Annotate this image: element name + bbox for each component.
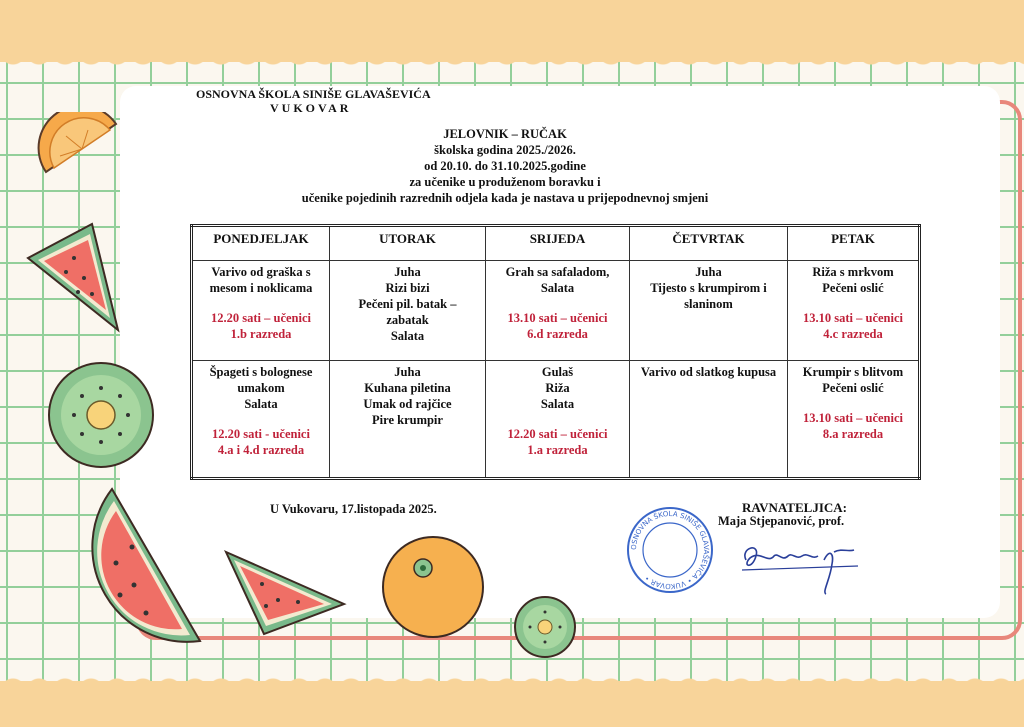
meal-line: Rizi bizi	[385, 281, 430, 295]
meal-line: Riža	[545, 381, 570, 396]
small-kiwi-icon	[512, 594, 578, 660]
meal-line: Juha	[394, 365, 421, 380]
serving-note: 12.20 sati – učenici	[507, 427, 608, 442]
heading-school-year: školska godina 2025./2026.	[434, 143, 576, 157]
bottom-scalloped-band	[0, 681, 1024, 727]
menu-cell	[788, 361, 920, 479]
meal-line: Kuhana piletina	[364, 381, 451, 396]
meal-line: Špageti s bolognese umakom	[209, 365, 313, 396]
watermelon-slice-icon	[54, 485, 204, 655]
svg-text:OSNOVNA ŠKOLA SINIŠE GLAVAŠEVI	[630, 510, 711, 590]
day-header: UTORAK	[330, 226, 486, 261]
stamp-text: OSNOVNA ŠKOLA SINIŠE GLAVAŠEVIĆA • VUKOVAR •	[629, 509, 711, 591]
serving-note: 4.a i 4.d razreda	[217, 443, 305, 458]
table-row	[192, 361, 920, 479]
meal-line: Umak od rajčice	[363, 397, 452, 412]
meal-line: Juha	[695, 265, 722, 279]
menu-cell	[330, 261, 486, 361]
serving-note: 12.20 sati – učenici	[211, 311, 311, 325]
menu-cell	[192, 261, 330, 361]
orange-slice-icon	[36, 112, 126, 192]
day-header: PONEDJELJAK	[192, 226, 330, 261]
meal-line: Grah sa safaladom,	[505, 265, 610, 279]
serving-note: 13.10 sati – učenici	[803, 311, 903, 325]
serving-note: 1.a razreda	[527, 443, 588, 458]
serving-note: 4.c razreda	[823, 327, 883, 341]
menu-heading	[290, 126, 720, 206]
meal-line: Tijesto s krumpirom i slaninom	[650, 281, 767, 311]
meal-line: Pire krumpir	[372, 413, 443, 428]
director-title: RAVNATELJICA:	[742, 500, 847, 515]
serving-note: 8.a razreda	[822, 427, 884, 442]
menu-cell	[192, 361, 330, 479]
heading-date-range: od 20.10. do 31.10.2025.godine	[424, 159, 586, 173]
director-name: Maja Stjepanović, prof.	[718, 514, 845, 528]
meal-line: Pečeni pil. batak –	[358, 297, 457, 311]
kiwi-slice-icon	[46, 360, 156, 470]
date-line: U Vukovaru, 17.listopada 2025.	[270, 502, 437, 516]
school-stamp-icon	[625, 505, 715, 595]
heading-title: JELOVNIK – RUČAK	[443, 127, 567, 141]
orange-icon	[378, 530, 488, 640]
signature-icon	[738, 530, 860, 600]
menu-cell	[630, 361, 788, 479]
heading-audience-1: za učenike u produženom boravku i	[409, 175, 601, 189]
school-city: VUKOVAR	[270, 101, 352, 115]
menu-cell	[630, 261, 788, 361]
table-header-row	[192, 226, 920, 261]
top-scalloped-band	[0, 0, 1024, 62]
meal-line: Varivo od slatkog kupusa	[640, 365, 777, 380]
meal-line: Salata	[390, 329, 425, 343]
serving-note: 12.20 sati - učenici	[212, 427, 310, 442]
meal-line: Salata	[540, 281, 575, 295]
menu-body	[192, 261, 920, 479]
meal-line: Krumpir s blitvom	[802, 365, 904, 380]
meal-line: Pečeni oslić	[822, 381, 884, 396]
meal-line: Varivo od graška s mesom i noklicama	[209, 265, 313, 295]
meal-line: Salata	[244, 397, 278, 412]
meal-line: Riža s mrkvom	[812, 265, 894, 279]
watermelon-triangle-icon	[222, 548, 348, 638]
menu-cell	[486, 261, 630, 361]
table-row	[192, 261, 920, 361]
day-header: PETAK	[788, 226, 920, 261]
day-header: SRIJEDA	[486, 226, 630, 261]
meal-line: Salata	[540, 397, 575, 412]
serving-note: 6.d razreda	[527, 327, 588, 341]
watermelon-wedge-icon	[22, 218, 132, 338]
serving-note: 1.b razreda	[230, 327, 292, 341]
menu-table	[190, 224, 921, 480]
menu-cell	[788, 261, 920, 361]
heading-audience-2: učenike pojedinih razrednih odjela kada je nastava u prijepodnevnoj smjeni	[301, 191, 709, 205]
menu-cell	[330, 361, 486, 479]
meal-line: Gulaš	[541, 365, 574, 380]
meal-line: Pečeni oslić	[822, 281, 884, 295]
school-name: OSNOVNA ŠKOLA SINIŠE GLAVAŠEVIĆA	[196, 87, 431, 101]
menu-cell	[486, 361, 630, 479]
serving-note: 13.10 sati – učenici	[507, 311, 608, 325]
day-header: ČETVRTAK	[630, 226, 788, 261]
serving-note: 13.10 sati – učenici	[803, 411, 903, 426]
meal-line: Juha	[394, 265, 421, 279]
meal-line: zabatak	[386, 313, 429, 327]
